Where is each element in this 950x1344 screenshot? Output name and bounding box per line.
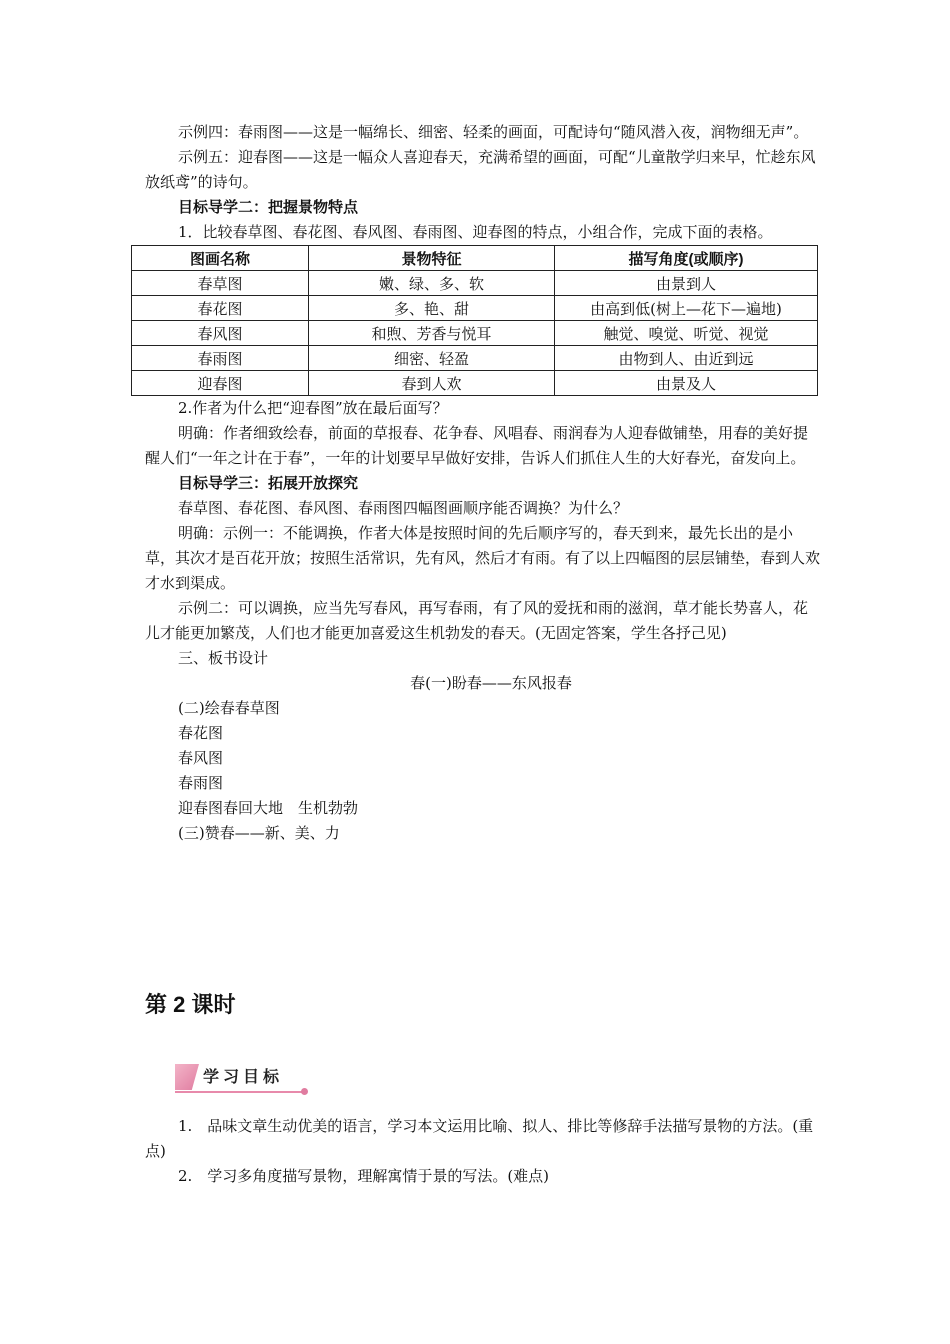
table-cell: 春雨图 <box>132 346 309 371</box>
board-line: 迎春图春回大地 生机勃勃 <box>178 799 359 817</box>
table-cell: 由高到低(树上—花下—遍地) <box>555 296 818 321</box>
table-cell: 嫩、绿、多、软 <box>309 271 555 296</box>
table-row <box>132 371 818 396</box>
table-row <box>132 296 818 321</box>
table-cell: 和煦、芳香与悦耳 <box>309 321 555 346</box>
answer-three-example-one: 明确：示例一：不能调换，作者大体是按照时间的先后顺序写的，春天到来，最先长出的是小草，其次才是百花开放；按照生活常识，先有风，然后才有雨。有了以上四幅图的层层铺垫，春到人欢才水到渠成。 <box>145 524 821 592</box>
table-cell: 由物到人、由近到远 <box>555 346 818 371</box>
section-board-design: 三、板书设计 <box>178 649 269 667</box>
learning-goals-list <box>145 1114 821 1189</box>
table-cell: 迎春图 <box>132 371 309 396</box>
board-line: 春雨图 <box>178 774 224 792</box>
table-cell: 多、艳、甜 <box>309 296 555 321</box>
table-cell: 春草图 <box>132 271 309 296</box>
banner-dot-icon <box>301 1088 308 1095</box>
table-row <box>132 346 818 371</box>
board-line: (三)赞春——新、美、力 <box>178 824 340 842</box>
table-cell: 由景到人 <box>555 271 818 296</box>
comparison-table <box>131 245 818 396</box>
table-header: 描写角度(或顺序) <box>555 246 818 271</box>
board-line: 春花图 <box>178 724 224 742</box>
document-page <box>145 120 821 1185</box>
table-cell: 春风图 <box>132 321 309 346</box>
example-four: 示例四：春雨图——这是一幅绵长、细密、轻柔的画面，可配诗句“随风潜入夜，润物细无声”。 <box>178 123 809 141</box>
table-cell: 由景及人 <box>555 371 818 396</box>
table-cell: 春花图 <box>132 296 309 321</box>
answer-three-example-two: 示例二：可以调换，应当先写春风，再写春雨，有了风的爱抚和雨的滋润，草才能长势喜人，花儿才能更加繁茂，人们也才能更加喜爱这生机勃发的春天。(无固定答案，学生各抒己见) <box>145 599 809 642</box>
table-header: 图画名称 <box>132 246 309 271</box>
answer-two: 明确：作者细致绘春，前面的草报春、花争春、风唱春、雨润春为人迎春做铺垫，用春的美好提醒人们“一年之计在于春”，一年的计划要早早做好安排，告诉人们抓住人生的大好春光，奋发向上。 <box>145 424 809 467</box>
banner-underline <box>175 1091 303 1093</box>
lesson-title: 第 2 课时 <box>145 992 236 1017</box>
table-cell: 细密、轻盈 <box>309 346 555 371</box>
table-row <box>132 271 818 296</box>
question-two: 2.作者为什么把“迎春图”放在最后面写？ <box>178 399 448 417</box>
question-three: 春草图、春花图、春风图、春雨图四幅图画顺序能否调换？为什么？ <box>178 499 629 517</box>
banner-tag-icon <box>175 1064 199 1090</box>
goal-item: 1. 品味文章生动优美的语言，学习本文运用比喻、拟人、排比等修辞手法描写景物的方法。(重点) <box>145 1117 814 1160</box>
goal-item: 2. 学习多角度描写景物，理解寓情于景的写法。(难点) <box>178 1167 550 1185</box>
table-cell: 春到人欢 <box>309 371 555 396</box>
board-line: 春风图 <box>178 749 224 767</box>
banner-label: 学习目标 <box>203 1067 284 1086</box>
table-row <box>132 321 818 346</box>
board-line: (二)绘春春草图 <box>178 699 280 717</box>
table-header-row <box>132 246 818 271</box>
heading-goal-three: 目标导学三：拓展开放探究 <box>178 475 359 492</box>
table-header: 景物特征 <box>309 246 555 271</box>
board-title: 春(一)盼春——东风报春 <box>410 674 572 692</box>
example-five: 示例五：迎春图——这是一幅众人喜迎春天，充满希望的画面，可配“儿童散学归来早，忙趁东风放纸鸢”的诗句。 <box>145 148 816 191</box>
table-cell: 触觉、嗅觉、听觉、视觉 <box>555 321 818 346</box>
task-one: 1．比较春草图、春花图、春风图、春雨图、迎春图的特点，小组合作，完成下面的表格。 <box>178 223 773 241</box>
learning-goals-banner <box>175 1060 315 1096</box>
heading-goal-two: 目标导学二：把握景物特点 <box>178 199 359 216</box>
